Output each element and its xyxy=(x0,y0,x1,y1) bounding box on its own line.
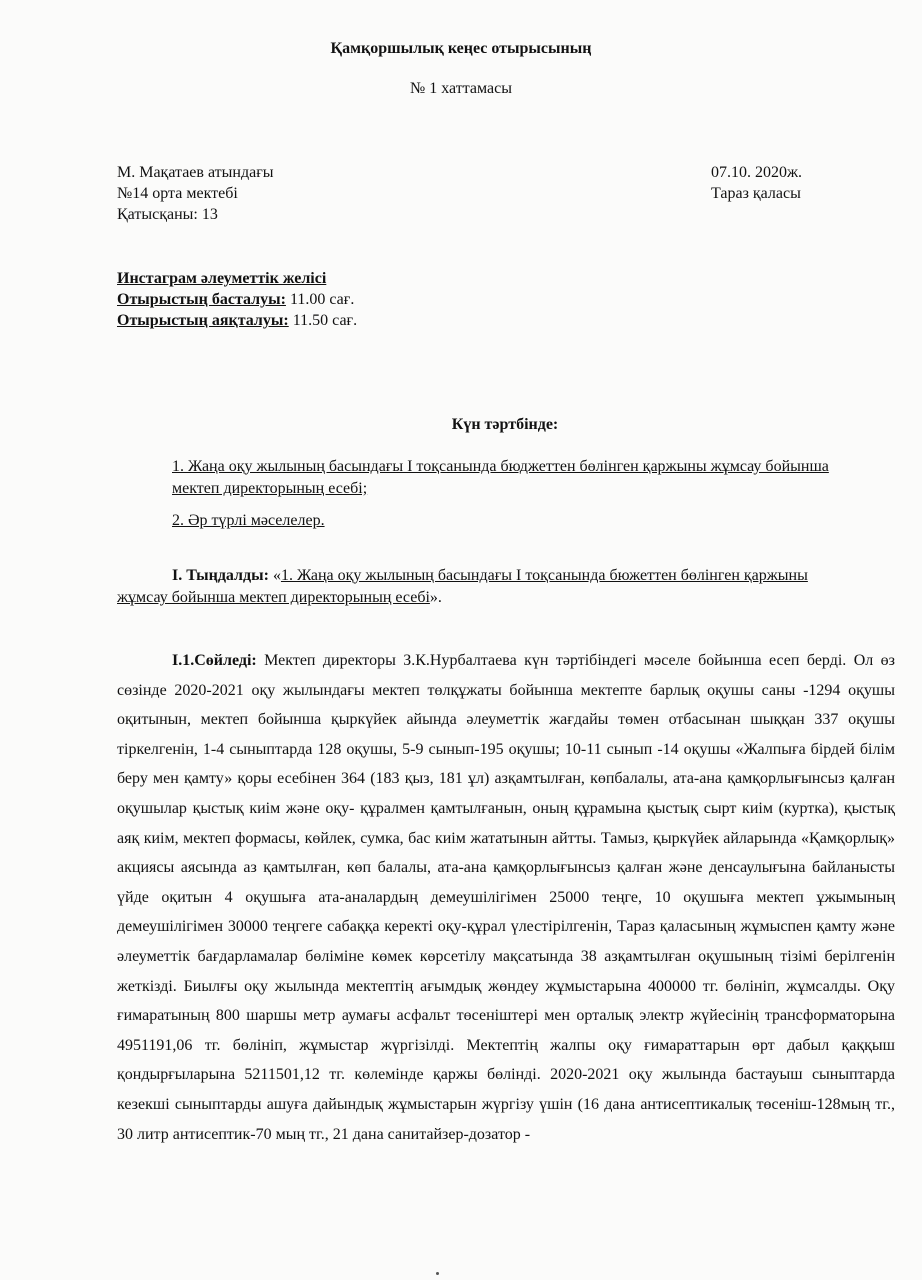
school-name-line2: №14 орта мектебі xyxy=(117,185,238,202)
meeting-city: Тараз қаласы xyxy=(711,185,801,202)
scan-speck xyxy=(436,1272,439,1275)
agenda-list xyxy=(172,456,862,542)
agenda-item-2: 2. Әр түрлі мәселелер. xyxy=(172,512,325,529)
speech-text: Мектеп директоры З.К.Нурбалтаева күн тәртібіндегі мәселе бойынша есеп берді. Ол өз сөзінде 2020-2021 оқу жылындағы мектеп төлқұжаты бойынша мектепте барлық оқушы саны -1294 оқушы оқитынын, мектеп бойынша қыркүйек айында әлеуметтік жағдайы төмен отбасынан шыққан 337 оқушы тіркелгенін, 1-4 сыныптарда 128 оқушы, 5-9 сынып-195 оқушы; 10-11 сынып -14 оқушы «Жалпыға бірдей білім беру мен қамту» қоры есебінен 364 (183 қыз, 181 ұл) азқамтылған, көпбалалы, ата-ана қамқорлығынсыз қалған оқушылар қыстық киім және оқу- құралмен қамтылғанын, оның құрамына қыстық сырт киім (куртка), қыстық аяқ киім, мектеп формасы, көйлек, сумка, бас киім жататынын айтты. Тамыз, қыркүйек айларында «Қамқорлық» акциясы аясында аз қамтылған, көп балалы, ата-ана қамқорлығынсыз қалған және денсаулығына байланысты үйде оқитын 4 оқушыға ата-аналардың демеушілігімен 25000 теңге, 10 оқушыға мектеп ұжымының демеушілігімен 30000 теңгеге сабаққа керекті оқу-құрал үлестірілгенін, Тараз қаласының жұмыспен қамту және әлеуметтік бағдарламалар бөліміне көмек көрсетілу мақсатында 38 азқамтылған оқушының тізімі берілгенін жеткізді. Биылғы оқу жылында мектептің ағымдық жөндеу жұмыстарына 400000 тг. бөлініп, жұмсалды. Оқу ғимаратының 800 шаршы метр аумағы асфальт төсеніштері мен орталық электр жүйесінің трансформаторына 4951191,06 тг. бөлініп, жұмыстар жүргізілді. Мектептің жалпы оқу ғимараттарын өрт дабыл қаққыш қондырғыларына 5211501,12 тг. көлемінде қаржы бөлінді. 2020-2021 оқу жылында бастауыш сыныптарда кезекші сыныптарды ашуға дайындық жұмыстарын жүргізу үшін (16 дана антисептикалық төсеніш-128мың тг., 30 литр антисептик-70 мың тг., 21 дана санитайзер-дозатор - xyxy=(117,652,895,1143)
meeting-details xyxy=(117,268,357,331)
heard-quote-close: ». xyxy=(429,589,442,606)
agenda-title: Күн тәртбінде: xyxy=(451,416,559,433)
participants-count: Қатысқаны: 13 xyxy=(117,206,218,223)
speech-label: I.1.Сөйледі: xyxy=(172,652,257,669)
meeting-platform: Инстаграм әлеуметтік желісі xyxy=(117,270,327,287)
meeting-date: 07.10. 2020ж. xyxy=(711,164,803,181)
end-label: Отырыстың аяқталуы: xyxy=(117,312,289,329)
heard-section xyxy=(117,565,862,609)
heard-quote-open: « xyxy=(268,567,281,584)
speech-paragraph xyxy=(117,646,895,1149)
agenda-item-1: 1. Жаңа оқу жылының басындағы І тоқсанында бюджеттен бөлінген қаржыны жұмсау бойынша мектеп директорының есебі; xyxy=(172,458,829,497)
start-label: Отырыстың басталуы: xyxy=(117,291,286,308)
heard-label: I. Тыңдалды: xyxy=(172,567,269,584)
end-value: 11.50 сағ. xyxy=(288,312,358,329)
school-name-line1: М. Мақатаев атындағы xyxy=(117,164,274,181)
date-place xyxy=(711,162,802,204)
heard-text: 1. Жаңа оқу жылының басындағы І тоқсанында бюжеттен бөлінген қаржыны жұмсау бойынша мектеп директорының есебі xyxy=(117,567,808,606)
start-value: 11.00 сағ. xyxy=(285,291,355,308)
document-number: № 1 хаттамасы xyxy=(410,80,512,97)
school-info xyxy=(117,162,274,225)
document-title: Қамқоршылық кеңес отырысының xyxy=(330,40,592,57)
